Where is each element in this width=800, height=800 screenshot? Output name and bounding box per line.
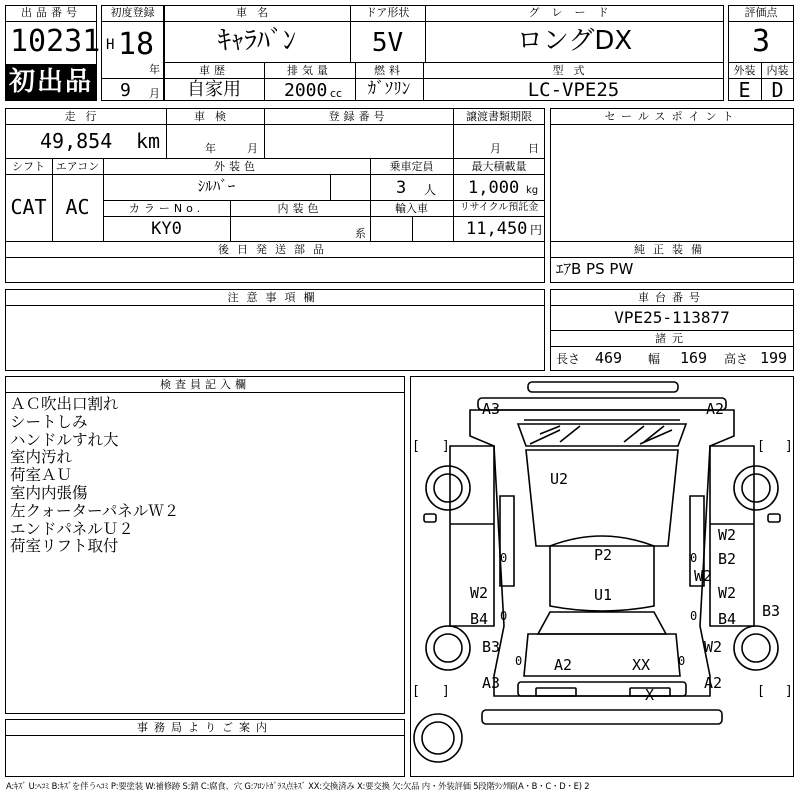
damage-mark: B4 <box>718 610 737 628</box>
seats-label: 乗車定員 <box>389 160 434 173</box>
zero-mark: 0 <box>690 551 698 565</box>
inspection-month-unit: 月 <box>247 142 258 155</box>
first-reg-label: 初度登録 <box>110 6 155 19</box>
damage-mark: W2 <box>718 526 737 544</box>
max-load: 1,000 <box>468 178 520 198</box>
bracket-mark: [ <box>757 439 765 454</box>
recycle-label: リサイクル預託金 <box>459 202 539 213</box>
bracket-mark: [ <box>412 684 420 699</box>
height: 199 <box>760 349 788 367</box>
mileage-label: 走行 <box>64 110 107 123</box>
legend: A:ｷｽﾞ U:ﾍｺﾐ B:ｷｽﾞを伴うﾍｺﾐ P:要塗装 W:補修跡 S:錆 C:腐食、穴 G:ﾌﾛﾝﾄｶﾞﾗｽ点ｷｽﾞ XX:交換済み X:要交換 欠:欠品 内・外装評価 5段階ﾗﾝｸ順(A・B・C・D・E) 2 <box>6 781 590 791</box>
color: ｼﾙﾊﾞｰ <box>197 177 236 195</box>
inspector-line: 荷室ＡＵ <box>10 466 73 485</box>
exterior-grade: E <box>738 78 751 102</box>
interior-color-label: 内装色 <box>277 202 323 215</box>
interior-label: 内装 <box>766 64 789 77</box>
inspection-year-unit: 年 <box>205 142 216 155</box>
sales-point-label: セールスポイント <box>604 110 740 123</box>
transfer-day-unit: 日 <box>528 142 539 155</box>
reg-month-unit: 月 <box>149 87 160 100</box>
inspector-line: 左クォーターパネルＷ２ <box>10 501 180 520</box>
reg-month: 9 <box>120 80 131 101</box>
inspector-line: ＡＣ吹出口割れ <box>10 395 119 413</box>
fuel-label: 燃料 <box>374 64 404 77</box>
inspector-line: シートしみ <box>10 412 88 431</box>
import-label: 輸入車 <box>395 202 428 215</box>
damage-mark: A2 <box>706 400 725 418</box>
inspector-line: 室内汚れ <box>10 448 73 467</box>
history: 自家用 <box>187 79 241 100</box>
damage-mark: W2 <box>704 638 723 656</box>
bracket-mark: ] <box>442 684 450 699</box>
office-label: 事務局よりご案内 <box>137 721 273 734</box>
inspector-line: ハンドルすれ大 <box>10 430 119 449</box>
damage-mark: W2 <box>470 584 489 602</box>
damage-mark: A3 <box>482 400 501 418</box>
seats-unit: 人 <box>424 183 437 197</box>
grade-label: グレード <box>528 6 621 19</box>
inspector-line: 荷室リフト取付 <box>10 537 119 556</box>
model-label: 型式 <box>552 64 595 77</box>
mileage-unit: km <box>136 129 161 153</box>
max-load-unit: kg <box>526 185 539 196</box>
damage-mark: B2 <box>718 550 737 568</box>
width: 169 <box>680 349 708 367</box>
grade: ロングDX <box>516 26 633 56</box>
vehicle-damage-diagram <box>410 376 794 777</box>
dims-label: 諸元 <box>655 332 689 345</box>
inspection-label: 車検 <box>194 110 236 123</box>
score: 3 <box>751 24 771 59</box>
damage-mark: A2 <box>554 656 573 674</box>
sales-point-box <box>550 108 794 242</box>
ac-label: エアコン <box>55 160 100 173</box>
inspector-line: 室内内張傷 <box>10 483 88 502</box>
bracket-mark: ] <box>785 684 793 699</box>
ac: AC <box>65 195 90 219</box>
chassis: VPE25-113877 <box>614 308 730 327</box>
width-label: 幅 <box>648 352 661 366</box>
interior-color-unit: 系 <box>355 227 366 240</box>
transfer-month-unit: 月 <box>490 142 501 155</box>
bracket-mark: ] <box>785 439 793 454</box>
zero-mark: 0 <box>500 609 508 623</box>
fuel: ｶﾞｿﾘﾝ <box>367 79 411 99</box>
height-label: 高さ <box>724 352 749 366</box>
damage-mark: B3 <box>482 638 501 656</box>
mileage: 49,854 <box>40 129 113 153</box>
color-label: 外装色 <box>214 160 259 173</box>
history-label: 車歴 <box>199 64 229 77</box>
damage-mark: B4 <box>470 610 489 628</box>
damage-mark: W2 <box>718 584 737 602</box>
shift: CAT <box>10 195 47 219</box>
later-parts-label: 後日発送部品 <box>218 243 332 256</box>
equipment: ｴｱB PS PW <box>556 260 634 278</box>
damage-mark: XX <box>632 656 651 674</box>
reg-year-unit: 年 <box>149 63 160 76</box>
score-label: 評価点 <box>744 6 778 19</box>
lot-number: 10231 <box>10 24 101 59</box>
inspector-lines <box>10 396 179 556</box>
max-load-label: 最大積載量 <box>471 160 527 173</box>
bracket-mark: [ <box>412 439 420 454</box>
color-code: KY0 <box>151 219 182 239</box>
zero-mark: 0 <box>678 654 686 668</box>
zero-mark: 0 <box>515 654 523 668</box>
door-label: ドア形状 <box>365 6 410 19</box>
model: LC-VPE25 <box>527 79 620 101</box>
chassis-label: 車台番号 <box>638 291 706 304</box>
car-name: ｷｬﾗﾊﾞﾝ <box>217 26 296 56</box>
era: H <box>106 37 115 53</box>
shift-label: シフト <box>12 160 45 173</box>
interior-grade: D <box>771 78 784 102</box>
damage-mark: A2 <box>704 674 723 692</box>
inspector-line: エンドパネルＵ２ <box>10 519 134 538</box>
bracket-mark: ] <box>442 439 450 454</box>
reg-no-label: 登録番号 <box>328 110 389 123</box>
reg-year: 18 <box>118 27 155 62</box>
displacement-unit: cc <box>330 87 343 100</box>
length: 469 <box>595 349 623 367</box>
color-code-label: カラーNo. <box>128 202 205 215</box>
damage-mark: A3 <box>482 674 501 692</box>
zero-mark: 0 <box>500 551 508 565</box>
exterior-label: 外装 <box>733 64 756 77</box>
transfer-label: 譲渡書類期限 <box>466 110 532 123</box>
inspector-label: 検査員記入欄 <box>160 378 250 391</box>
door: 5V <box>371 28 404 58</box>
length-label: 長さ <box>556 352 581 366</box>
damage-mark: P2 <box>594 546 613 564</box>
recycle-unit: 円 <box>530 223 543 237</box>
damage-mark: X <box>645 686 655 704</box>
seats: 3 <box>396 178 407 198</box>
first-listing-badge: 初出品 <box>5 64 97 101</box>
bracket-mark: [ <box>757 684 765 699</box>
notes-label: 注意事項欄 <box>227 291 323 304</box>
damage-mark: W2 <box>694 567 713 585</box>
damage-mark: B3 <box>762 602 781 620</box>
car-name-label: 車名 <box>236 6 278 19</box>
equipment-label: 純正装備 <box>634 243 710 256</box>
lot-number-label: 出品番号 <box>21 6 81 19</box>
damage-mark: U2 <box>550 470 569 488</box>
damage-mark: U1 <box>594 586 613 604</box>
displacement-label: 排気量 <box>287 64 332 77</box>
zero-mark: 0 <box>690 609 698 623</box>
recycle: 11,450 <box>466 219 528 239</box>
displacement: 2000 <box>284 80 328 101</box>
